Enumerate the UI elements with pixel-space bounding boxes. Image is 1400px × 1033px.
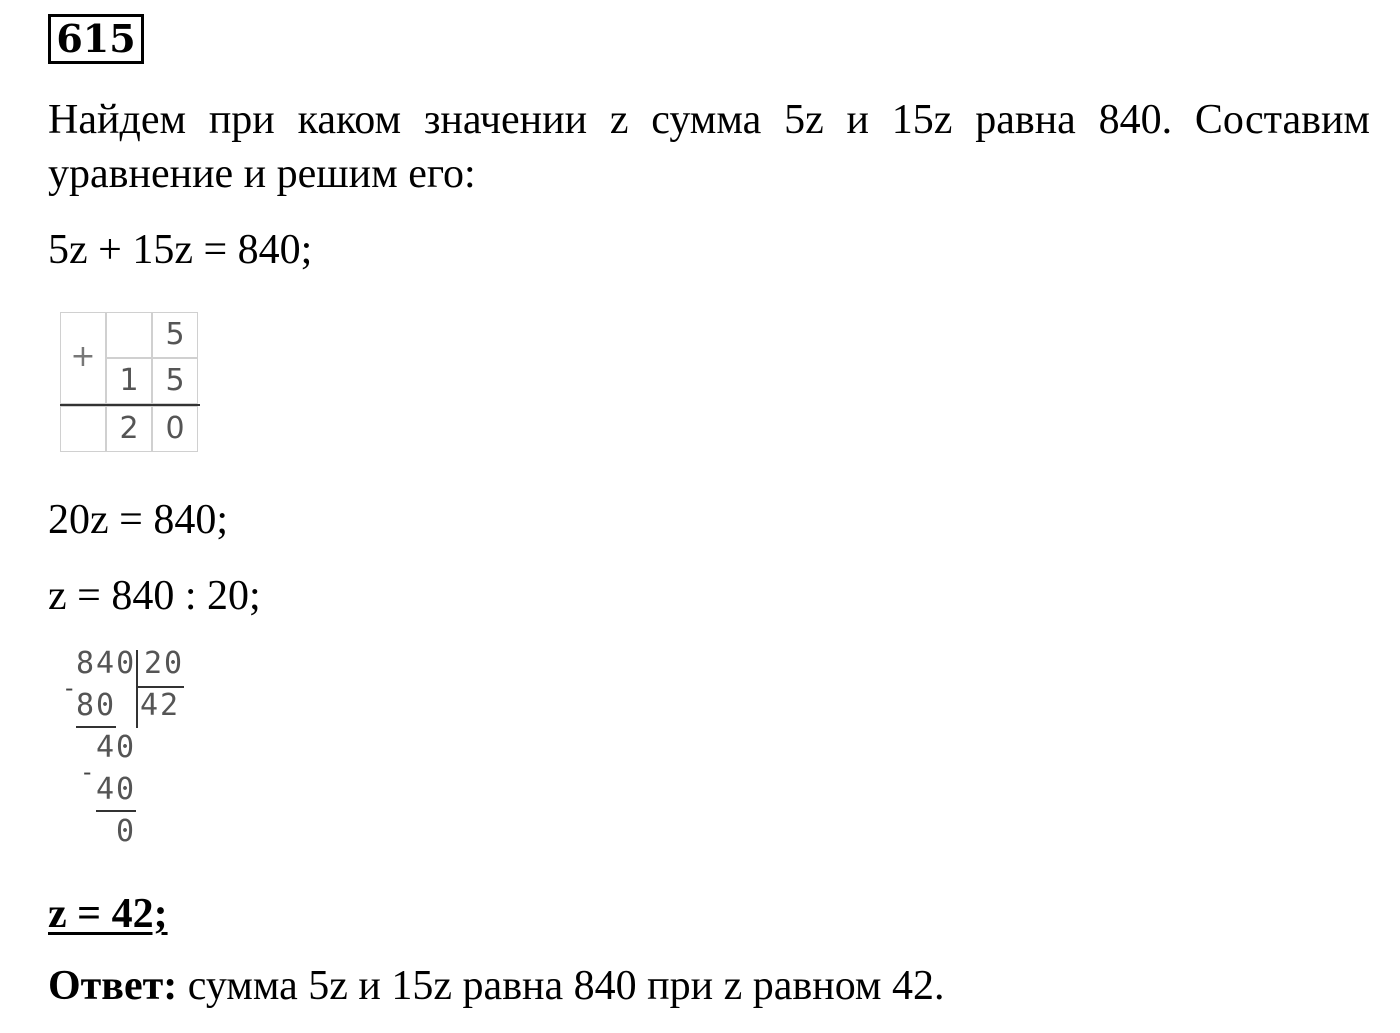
intro-line-1: Найдем при каком значении z сумма 5z и 15z равна 840. Составим (48, 97, 1370, 143)
remainder-1: 40 (96, 730, 137, 765)
sum-cell: 2 (106, 406, 152, 452)
addition-cell (106, 312, 152, 358)
equation-2: 20z = 840; (48, 497, 228, 543)
sum-cell (60, 406, 106, 452)
final-remainder: 0 (116, 814, 137, 849)
answer (48, 962, 944, 1010)
division-bar (136, 650, 138, 728)
plus-sign: + (60, 312, 106, 404)
dividend: 840 (76, 646, 137, 681)
sum-cell: 0 (152, 406, 198, 452)
answer-text: сумма 5z и 15z равна 840 при z равном 42. (177, 963, 945, 1009)
addition-cell: 5 (152, 358, 198, 404)
subtraction-line-2 (96, 810, 136, 812)
answer-label: Ответ: (48, 963, 178, 1009)
subtraction-line-1 (76, 726, 116, 728)
divisor: 20 (144, 646, 185, 681)
equation-1: 5z + 15z = 840; (48, 227, 313, 273)
minus-sign: - (80, 758, 95, 786)
intro-line-2: уравнение и решим его: (48, 151, 476, 197)
quotient: 42 (140, 688, 181, 723)
subtrahend-1: 80 (76, 688, 117, 723)
equation-3: z = 840 : 20; (48, 573, 261, 619)
long-division (56, 646, 216, 856)
problem-number-box: 615 (48, 14, 144, 64)
addition-cell: 1 (106, 358, 152, 404)
addition-cell: 5 (152, 312, 198, 358)
subtrahend-2: 40 (96, 772, 137, 807)
result: z = 42; (48, 891, 168, 937)
minus-sign: - (62, 674, 77, 702)
